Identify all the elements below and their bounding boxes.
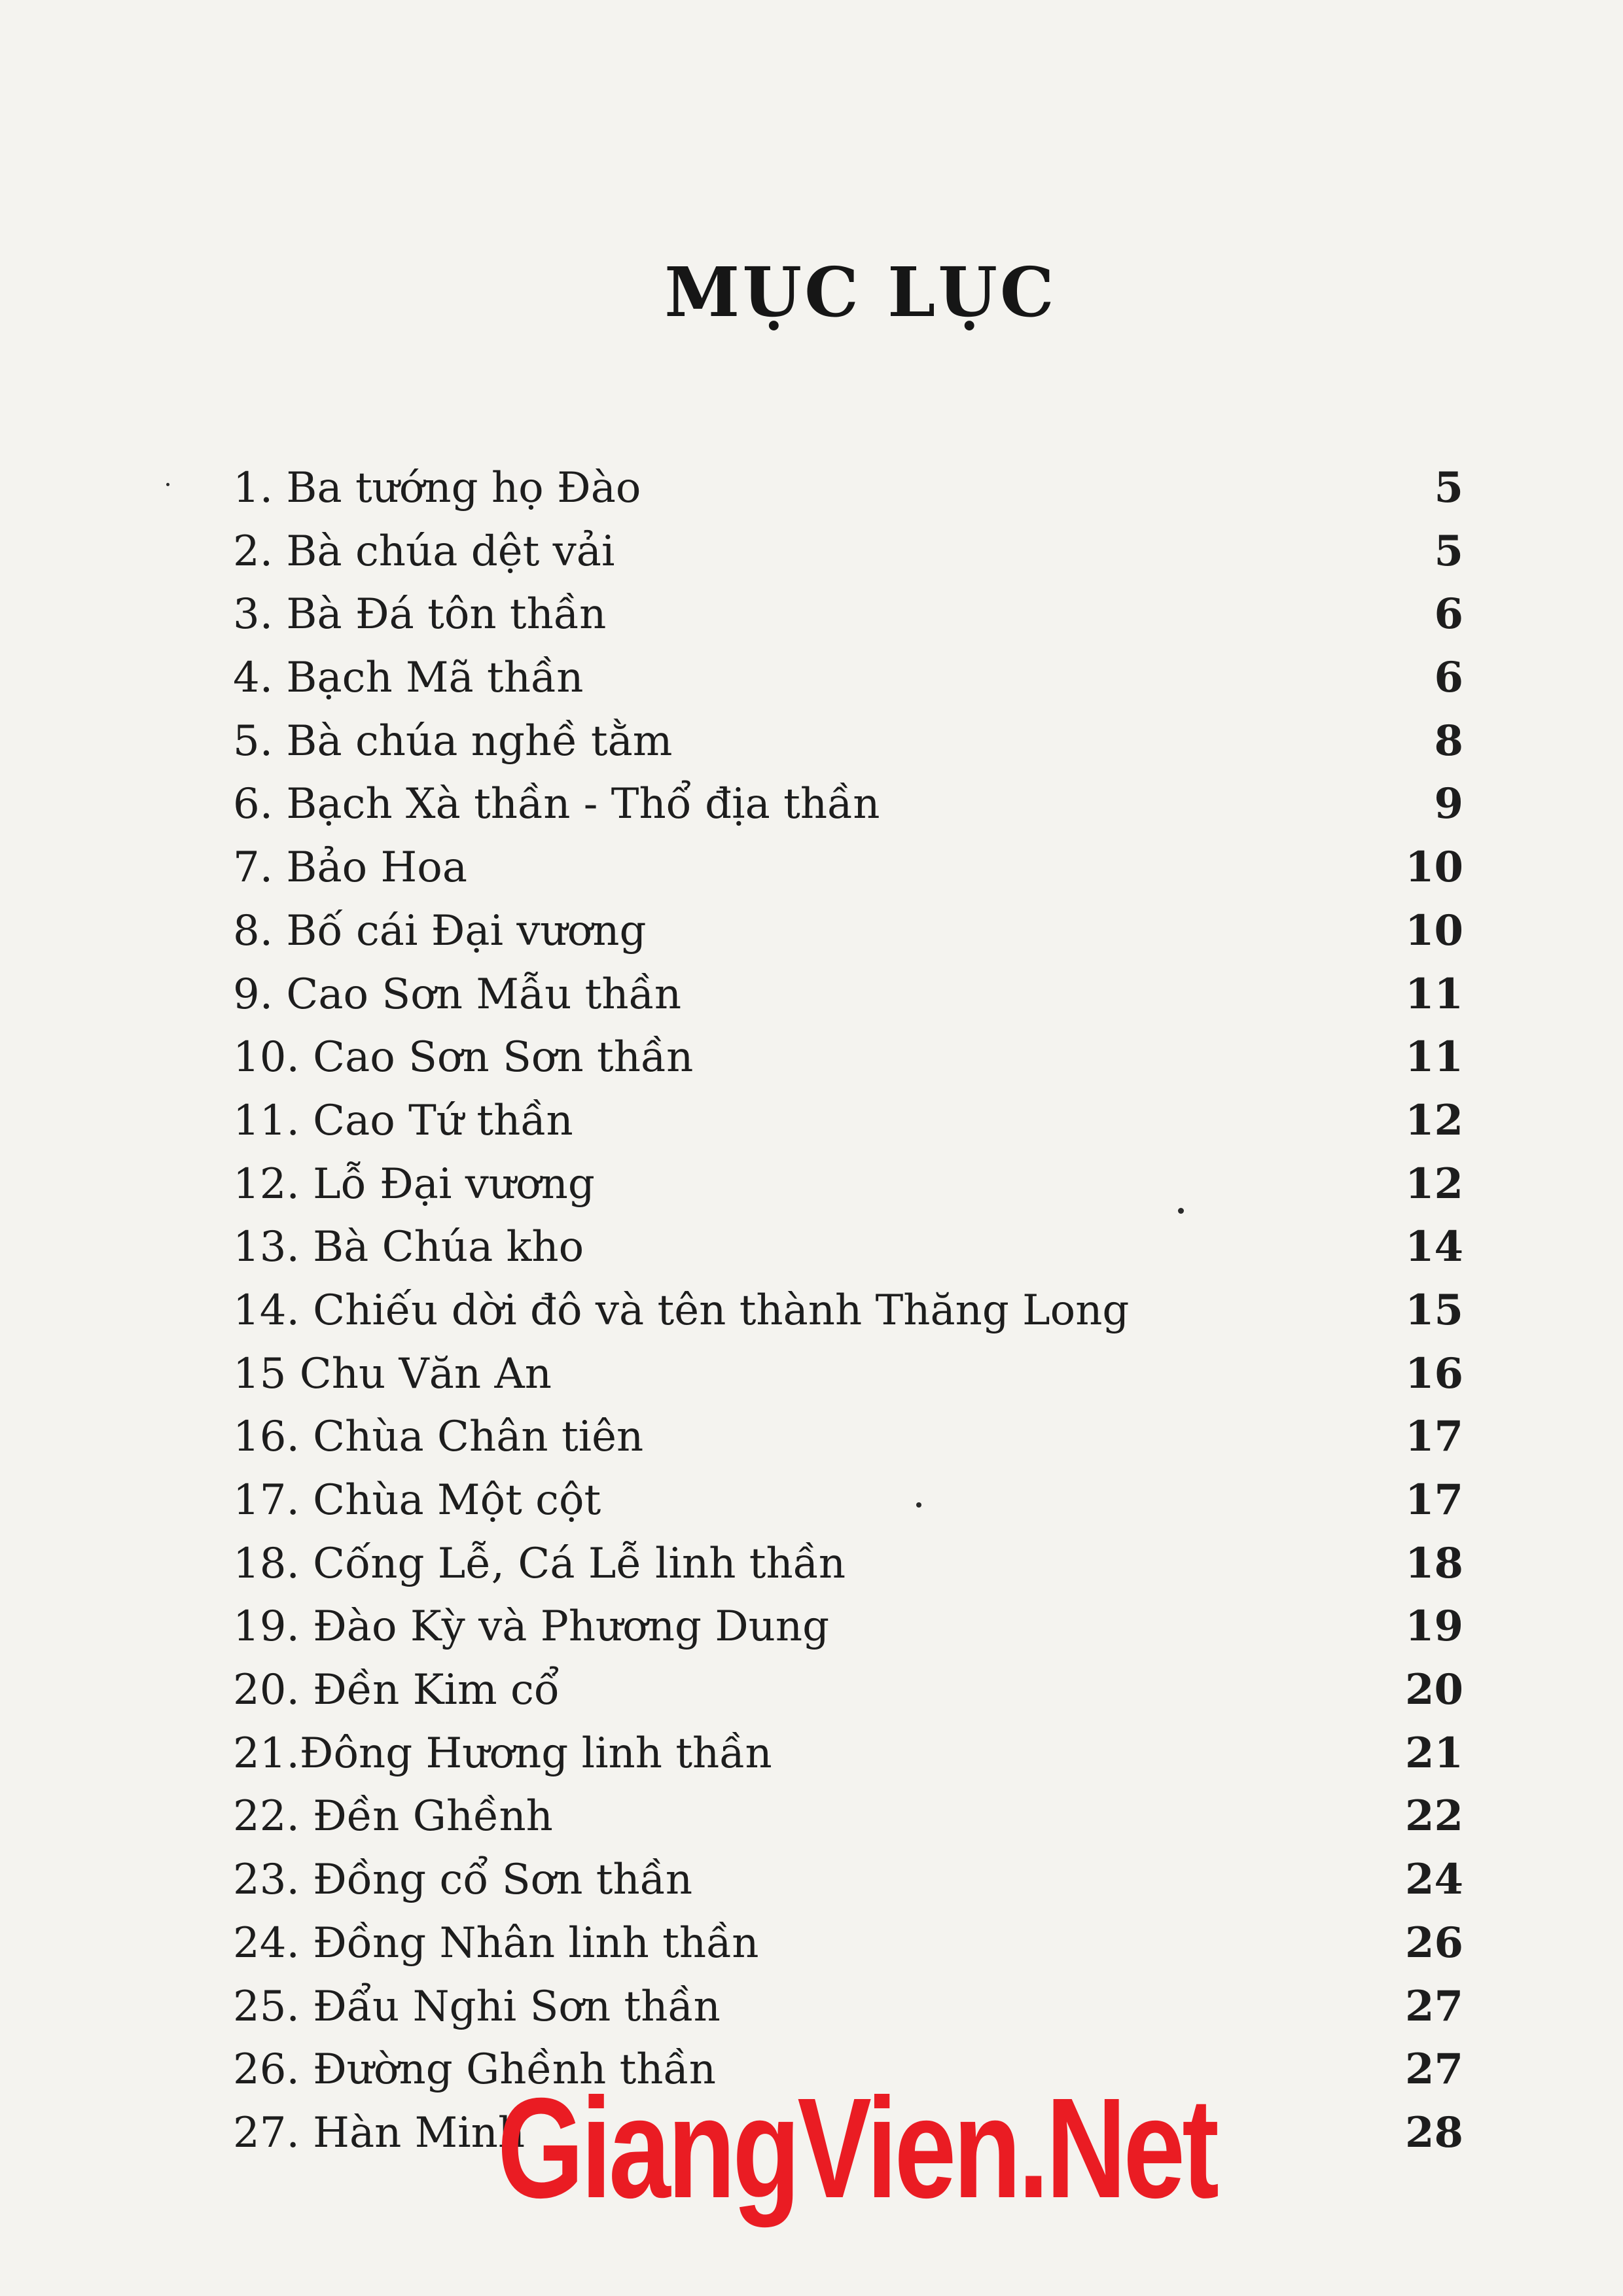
- toc-entry-title: 1. Ba tướng họ Đào: [233, 464, 641, 512]
- toc-entry: [233, 1216, 1463, 1279]
- toc-entry: [233, 1975, 1463, 2039]
- toc-entry: [233, 1026, 1463, 1089]
- toc-entry-page-number: 26: [1404, 1918, 1463, 1968]
- toc-entry-title: 13. Bà Chúa kho: [233, 1223, 584, 1272]
- toc-entry-title: 7. Bảo Hoa: [233, 843, 467, 892]
- watermark: GiangVien.Net: [497, 2069, 1217, 2228]
- toc-entry: [233, 457, 1463, 520]
- toc-entry-title: 3. Bà Đá tôn thần: [233, 590, 607, 639]
- toc-entry: [233, 1785, 1463, 1848]
- page-title: MỤC LỤC: [664, 252, 1057, 332]
- toc-entry: [233, 1343, 1463, 1406]
- toc-entry-title: 14. Chiếu dời đô và tên thành Thăng Long: [233, 1286, 1130, 1335]
- toc-entry-title: 22. Đền Ghềnh: [233, 1792, 553, 1841]
- toc-entry-title: 9. Cao Sơn Mẫu thần: [233, 970, 682, 1019]
- table-of-contents: [233, 457, 1463, 2165]
- toc-entry-page-number: 15: [1404, 1285, 1463, 1335]
- toc-entry-page-number: 11: [1404, 969, 1463, 1019]
- toc-entry-title: 24. Đồng Nhân linh thần: [233, 1918, 759, 1968]
- toc-entry-page-number: 28: [1404, 2108, 1463, 2157]
- toc-entry-page-number: 5: [1434, 463, 1463, 512]
- toc-entry: [233, 520, 1463, 584]
- toc-entry: [233, 1532, 1463, 1596]
- toc-entry-title: 6. Bạch Xà thần - Thổ địa thần: [233, 780, 880, 829]
- toc-entry-title: 20. Đền Kim cổ: [233, 1666, 560, 1715]
- toc-entry-page-number: 10: [1404, 906, 1463, 955]
- toc-entry-title: 26. Đường Ghềnh thần: [233, 2045, 716, 2094]
- toc-entry: [233, 773, 1463, 836]
- toc-entry-title: 21.Đông Hương linh thần: [233, 1729, 772, 1778]
- toc-entry: [233, 900, 1463, 963]
- toc-entry-title: 12. Lỗ Đại vương: [233, 1159, 595, 1209]
- toc-entry-page-number: 6: [1434, 590, 1463, 639]
- toc-entry-page-number: 12: [1404, 1095, 1463, 1145]
- toc-entry: [233, 1659, 1463, 1722]
- toc-entry: [233, 963, 1463, 1027]
- toc-entry-title: 8. Bố cái Đại vương: [233, 906, 647, 955]
- toc-entry-page-number: 14: [1404, 1222, 1463, 1272]
- toc-entry: [233, 1405, 1463, 1469]
- toc-entry-title: 23. Đồng cổ Sơn thần: [233, 1856, 693, 1905]
- ink-speck: [166, 483, 169, 486]
- toc-entry-page-number: 8: [1434, 716, 1463, 766]
- toc-entry-title: 5. Bà chúa nghề tằm: [233, 716, 673, 766]
- toc-entry-page-number: 21: [1404, 1728, 1463, 1778]
- toc-entry-page-number: 6: [1434, 653, 1463, 703]
- toc-entry-title: 10. Cao Sơn Sơn thần: [233, 1033, 694, 1082]
- toc-entry-page-number: 9: [1434, 779, 1463, 829]
- toc-entry: [233, 646, 1463, 710]
- toc-entry-page-number: 19: [1404, 1602, 1463, 1651]
- toc-entry: [233, 1595, 1463, 1659]
- toc-entry: [233, 1089, 1463, 1153]
- toc-entry-page-number: 18: [1404, 1538, 1463, 1588]
- toc-entry-page-number: 20: [1404, 1665, 1463, 1715]
- toc-entry-title: 11. Cao Tứ thần: [233, 1096, 573, 1145]
- toc-entry-page-number: 17: [1404, 1412, 1463, 1462]
- toc-entry-page-number: 16: [1404, 1349, 1463, 1398]
- toc-entry-page-number: 24: [1404, 1855, 1463, 1905]
- toc-entry: [233, 710, 1463, 773]
- toc-entry-title: 2. Bà chúa dệt vải: [233, 527, 615, 576]
- toc-entry-title: 18. Cống Lễ, Cá Lễ linh thần: [233, 1539, 846, 1588]
- toc-entry-title: 17. Chùa Một cột: [233, 1476, 601, 1525]
- toc-entry-page-number: 27: [1404, 2045, 1463, 2094]
- toc-entry-title: 27. Hàn Minh: [233, 2108, 526, 2157]
- toc-entry-page-number: 12: [1404, 1159, 1463, 1209]
- toc-entry: [233, 1912, 1463, 1975]
- toc-entry: [233, 1469, 1463, 1532]
- toc-entry-page-number: 27: [1404, 1981, 1463, 2031]
- toc-entry-page-number: 17: [1404, 1475, 1463, 1525]
- ink-speck: [1178, 1208, 1184, 1214]
- toc-entry: [233, 1722, 1463, 1786]
- toc-entry-title: 19. Đào Kỳ và Phương Dung: [233, 1602, 830, 1651]
- toc-entry-title: 4. Bạch Mã thần: [233, 654, 584, 703]
- toc-entry-page-number: 22: [1404, 1792, 1463, 1841]
- toc-entry-title: 25. Đẩu Nghi Sơn thần: [233, 1982, 721, 2031]
- toc-entry-page-number: 5: [1434, 526, 1463, 576]
- toc-entry: [233, 583, 1463, 646]
- ink-speck: [916, 1502, 921, 1508]
- toc-entry: [233, 1848, 1463, 1912]
- toc-entry-title: 16. Chùa Chân tiên: [233, 1413, 644, 1462]
- toc-entry: [233, 1153, 1463, 1216]
- toc-entry-title: 15 Chu Văn An: [233, 1349, 552, 1398]
- toc-entry-page-number: 10: [1404, 843, 1463, 892]
- toc-entry: [233, 1279, 1463, 1343]
- toc-entry-page-number: 11: [1404, 1033, 1463, 1082]
- toc-entry: [233, 836, 1463, 900]
